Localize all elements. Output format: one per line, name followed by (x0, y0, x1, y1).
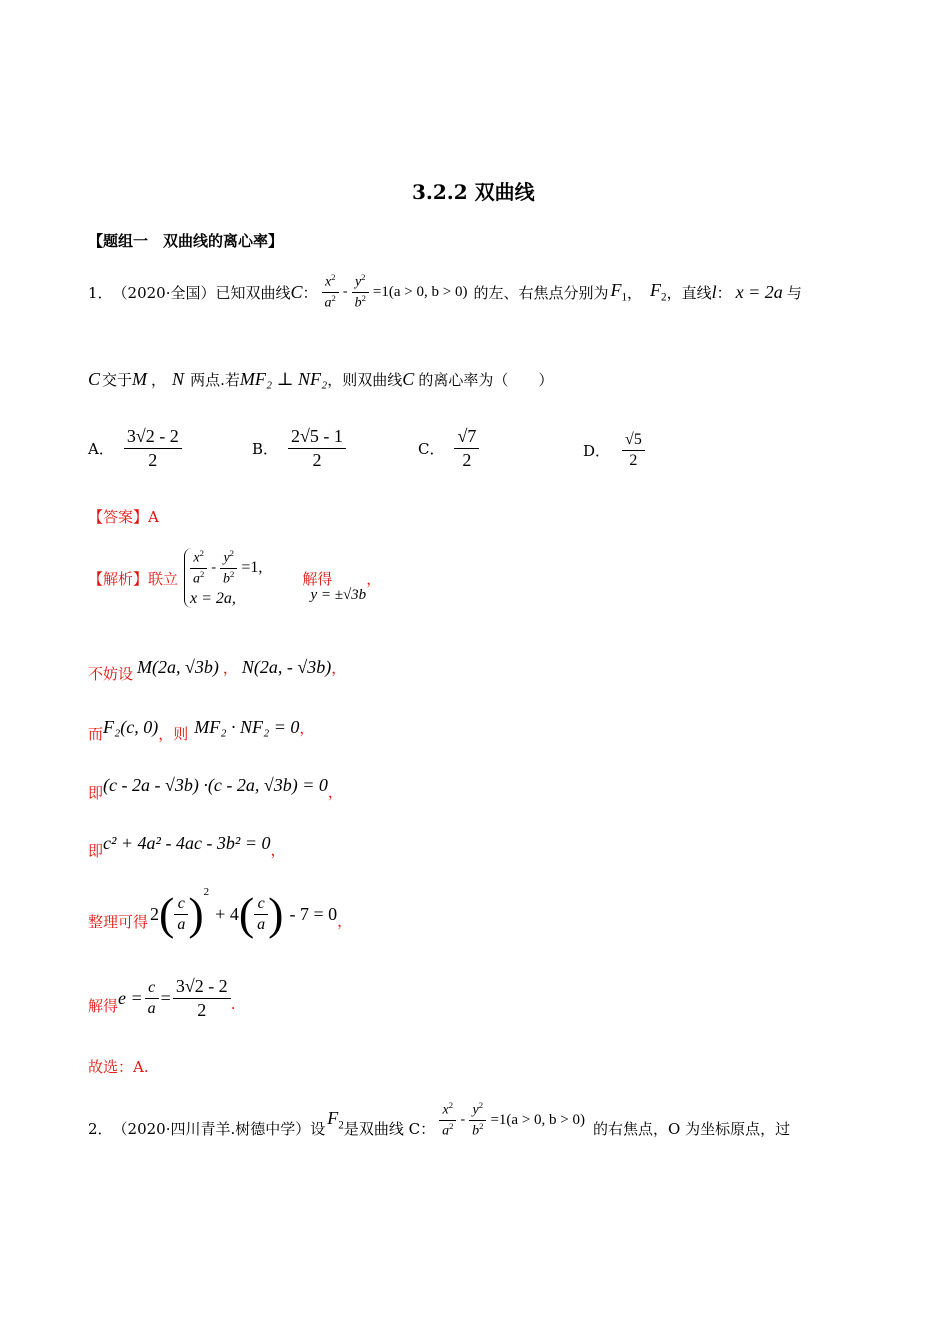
condition: =1(a > 0, b > 0) (490, 1111, 585, 1128)
frac-num: x (324, 275, 332, 290)
frac-num: 3√2 - 2 (173, 975, 231, 999)
page-title: 3.2.2 双曲线 (412, 180, 535, 204)
hyperbola-equation: $\frac{x^2}{a^2}$ (439, 1100, 456, 1139)
equation: (c - 2a - √3b) ·(c - 2a, √3b) = 0 (103, 774, 328, 795)
analysis-text: 整理可得 (88, 912, 149, 931)
frac-num: 2√5 - 1 (288, 425, 346, 449)
right-paren: ) (268, 888, 284, 939)
frac-den: a (193, 571, 201, 587)
frac-num: √7 (454, 425, 479, 449)
frac-num: y (354, 275, 362, 290)
answer-label: 【答案】 (88, 508, 149, 526)
point-n: N(2a, - √3b) (241, 656, 332, 677)
analysis-text: 即 (88, 783, 104, 802)
system-row (190, 548, 262, 587)
term: + 4 (215, 903, 239, 924)
question-text: 交于 (102, 370, 133, 389)
punct: ： (716, 283, 732, 302)
question-text: 两点.若 (190, 370, 240, 389)
frac-num: c (145, 978, 159, 999)
system-rhs: =1, (241, 559, 263, 576)
analysis-line-3 (88, 710, 314, 744)
question-text: ，直线 (666, 283, 712, 302)
frac-den: b (354, 295, 362, 311)
question-text: 的离心率为（ ） (418, 370, 554, 389)
right-paren: ) (188, 888, 204, 939)
question-text: 的右焦点，O 为坐标原点，过 (593, 1119, 791, 1138)
frac-den: a (177, 915, 186, 933)
frac-den: 2 (197, 999, 207, 1020)
frac-num: √5 (622, 430, 645, 451)
equals-sign: = (160, 987, 171, 1008)
option-c[interactable] (418, 420, 479, 476)
frac-num: y (472, 1103, 479, 1118)
frac-den: a (257, 915, 266, 933)
question-text: 设 (310, 1119, 326, 1138)
punct: ， (222, 658, 238, 677)
punct: ： (302, 283, 318, 302)
frac-den: b (223, 571, 231, 587)
math-symbol: C (290, 281, 303, 302)
question-source: （2020·四川青羊.树德中学） (112, 1119, 311, 1138)
minus-sign: - (460, 1112, 466, 1127)
punct: ， (151, 370, 167, 389)
perpendicular-expression: MF₂ ⊥ NF₂ (239, 368, 328, 389)
frac-den: 2 (312, 449, 322, 470)
punct: ， (270, 840, 286, 859)
condition: =1(a > 0, b > 0) (372, 283, 468, 300)
analysis-text: ，则 (158, 724, 189, 743)
punct: ， (337, 911, 353, 930)
left-paren: ( (238, 888, 255, 939)
analysis-text: 而 (88, 724, 104, 743)
analysis-line-2 (88, 650, 346, 684)
fraction: $\frac{y^2}{b^2}$ (352, 272, 369, 311)
option-label: B． (252, 439, 279, 458)
coefficient: 2 (150, 903, 160, 924)
result-fraction (173, 975, 231, 1021)
question-number: 1． (88, 283, 113, 302)
question-source: （2020·全国） (112, 283, 216, 302)
line-equation: x = 2a (735, 281, 783, 302)
point-m: M(2a, √3b) (137, 656, 219, 677)
frac-den: a (324, 295, 332, 311)
analysis-line-5 (88, 826, 285, 860)
option-label: C． (418, 439, 445, 458)
math-symbol: l (711, 281, 717, 302)
question-text: ，则双曲线 (327, 370, 403, 389)
analysis-line-1 (88, 538, 381, 618)
eccentricity: e = (118, 987, 143, 1008)
punct: ， (299, 718, 315, 737)
system-row: x = 2a, (190, 589, 236, 607)
option-value (454, 425, 479, 471)
subscript: 2 (661, 291, 667, 304)
frac-num: x (442, 1103, 449, 1118)
analysis-text: 解得 (302, 569, 333, 588)
question-text: 是双曲线 C： (343, 1119, 436, 1138)
dot-product-equation: MF₂ · NF₂ = 0 (194, 716, 300, 737)
question-2-line-1 (88, 1092, 790, 1148)
analysis-line-4 (88, 768, 343, 802)
math-symbol: N (172, 368, 185, 389)
frac-den: a (442, 1123, 450, 1139)
frac-num: c (254, 894, 268, 915)
math-symbol: C (88, 368, 101, 389)
option-d[interactable] (583, 424, 645, 476)
analysis-line-6 (88, 884, 352, 944)
analysis-line-8: 故选：A. (88, 1058, 149, 1076)
y-result: y = ±√3b (310, 586, 367, 603)
focus-f1: F (610, 280, 622, 301)
subscript: 1 (621, 291, 628, 304)
question-text: 已知双曲线 (215, 283, 291, 302)
option-label: D． (583, 441, 611, 460)
option-label: A． (88, 439, 114, 458)
focus-f2: F (327, 1108, 339, 1129)
subscript: 2 (338, 1119, 344, 1132)
fraction: $\frac{x^2}{a^2}$ (190, 548, 207, 587)
option-value (124, 425, 182, 471)
frac-num: x (193, 551, 200, 566)
frac-den: 2 (629, 451, 638, 469)
question-1-line-1 (88, 262, 802, 322)
analysis-text: 即 (88, 841, 104, 860)
fraction: $\frac{y^2}{b^2}$ (220, 548, 237, 587)
frac-num: y (223, 551, 230, 566)
fraction-c-over-a (254, 894, 268, 935)
fraction-c-over-a (174, 894, 188, 935)
frac-num: c (174, 894, 188, 915)
math-symbol: C (402, 368, 415, 389)
equation-system (184, 548, 262, 607)
analysis-text: 联立 (148, 569, 179, 588)
question-number: 2． (88, 1119, 113, 1138)
option-a[interactable] (88, 420, 182, 476)
math-symbol: M (132, 368, 148, 389)
punct: . (230, 995, 236, 1013)
focus-f2: F (650, 280, 662, 301)
frac-den: 2 (462, 449, 472, 470)
option-value (288, 425, 346, 471)
option-b[interactable] (252, 420, 346, 476)
analysis-text: 解得 (88, 996, 119, 1015)
answer-line (88, 506, 159, 527)
punct: ， (331, 658, 347, 677)
frac-den: b (472, 1123, 480, 1139)
exponent: 2 (203, 886, 210, 898)
minus-sign: - (211, 560, 217, 575)
analysis-line-7 (88, 968, 235, 1028)
term: - 7 = 0 (289, 903, 338, 924)
frac-den: a (147, 999, 156, 1017)
analysis-label: 【解析】 (88, 569, 149, 588)
section-heading: 【题组一 双曲线的离心率】 (88, 232, 284, 250)
frac-den: 2 (148, 449, 158, 470)
option-value (622, 430, 645, 471)
punct: ， (327, 782, 343, 801)
punct: ， (627, 283, 643, 302)
equation: c² + 4a² - 4ac - 3b² = 0 (103, 832, 271, 853)
frac-num: 3√2 - 2 (124, 425, 182, 449)
fraction: $\frac{y^2}{b^2}$ (469, 1100, 486, 1139)
punct: ， (366, 569, 382, 588)
focus-f2: F₂(c, 0) (103, 716, 159, 737)
question-text: 与 (786, 283, 802, 302)
answer-value: A (148, 508, 159, 526)
question-text: 的左、右焦点分别为 (473, 283, 609, 302)
question-1-line-2 (88, 362, 553, 396)
left-paren: ( (159, 888, 175, 939)
fraction-c-over-a (145, 978, 159, 1019)
hyperbola-equation: $\frac{x^2}{a^2}$ (322, 272, 339, 311)
minus-sign: - (342, 284, 348, 299)
analysis-text: 不妨设 (88, 664, 134, 683)
